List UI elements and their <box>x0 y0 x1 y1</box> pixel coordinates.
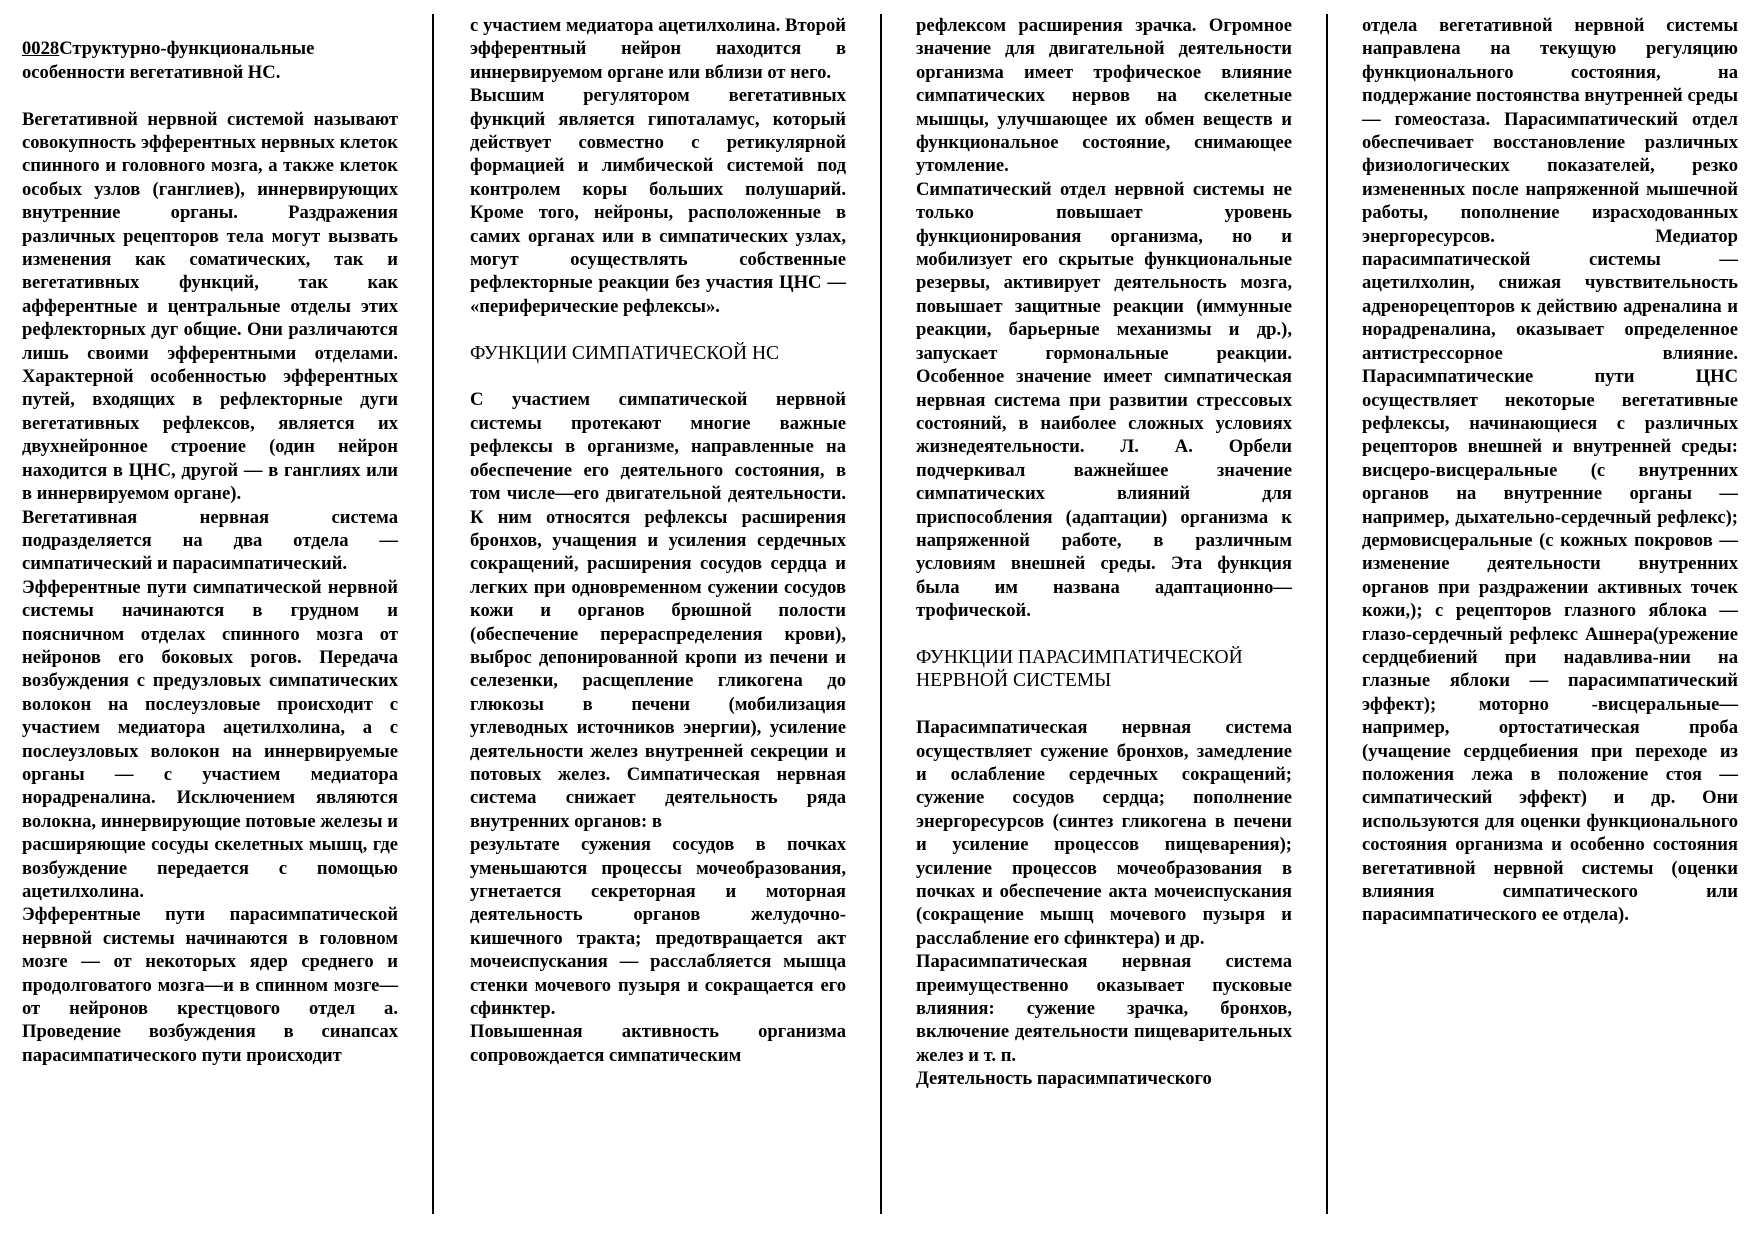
paragraph: рефлексом расширения зрачка. Огромное значение для двигательной деятельности организма имеет трофическое влияние симпатических нервов на скелетные мышцы, улучшающее их обмен веществ и функциональное состояние, снимающее утомление. <box>916 15 1292 177</box>
paragraph: Парасимпатическая нервная система преимущественно оказывает пусковые влияния: сужение зрачка, бронхов, включение деятельности пищеварительных желез и т. п. <box>916 951 1292 1066</box>
paragraph: Высшим регулятором вегетативных функций является гипоталамус, который действует совместно с ретикулярной формацией и лимбической системой под контролем коры больших полушарий. Кроме того, нейроны, расположенные в самих органах или в симпатических узлах, могут осуществлять собственные рефлекторные реакции без участия ЦНС — «периферические рефлексы». <box>470 85 846 317</box>
column-2 <box>470 14 846 1067</box>
section-heading-parasympathetic: ФУНКЦИИ ПАРАСИМПАТИЧЕСКОЙ НЕРВНОЙ СИСТЕМЫ <box>916 646 1243 692</box>
paragraph: Парасимпатическая нервная система осуществляет сужение бронхов, замедление и ослабление сердечных сокращений; сужение сосудов сердца; пополнение энергоресурсов (синтез гликогена в печени и усиление процессов пищеварения); усиление процессов мочеобразования в почках и обеспечение акта мочеиспускания (сокращение мышц мочевого пузыря и расслабление его сфинктера) и др. <box>916 717 1292 949</box>
doc-title-text: Структурно-функциональные особенности вегетативной НС. <box>22 38 315 83</box>
column-1 <box>22 14 398 1067</box>
paragraph: Эфферентные пути симпатической нервной системы начинаются в грудном и поясничном отделах спинного мозга от нейронов его боковых рогов. Передача возбуждения с предузловых симпатических волокон на послеузловые происходит с участием медиатора ацетилхолина, а с послеузловых волокон на иннервируемые органы — с участием медиатора норадреналина. Исключением являются волокна, иннервирующие потовые железы и расширяющие сосуды скелетных мышц, где возбуждение передается с помощью ацетилхолина. <box>22 576 398 902</box>
paragraph: Эфферентные пути парасимпатической нервной системы начинаются в головном мозге — от некоторых ядер среднего и продолговатого мозга—и в спинном мозге—от нейронов крестцового отдел а. Проведение возбуждения в синапсах парасимпатического пути происходит <box>22 904 398 1066</box>
doc-title <box>22 37 398 84</box>
paragraph: Вегетативная нервная система подразделяется на два отдела — симпатический и парасимпатический. <box>22 506 398 575</box>
column-3 <box>916 14 1292 1091</box>
paragraph: С участием симпатической нервной системы протекают многие важные рефлексы в организме, направленные на обеспечение его деятельного состояния, в том числе—его двигательной деятельности. К ним относятся рефлексы расширения бронхов, учащения и усиления сердечных сокращений, расширения сосудов сердца и легких при одновременном сужении сосудов кожи и органов брюшной полости (обеспечение перераспределения крови), выброс депонированной кропи из печени и селезенки, расщепление гликогена до глюкозы в печени (мобилизация углеводных источников энергии), усиление деятельности желез внутренней секреции и потовых желез. Симпатическая нервная система снижает деятельность ряда внутренних органов: в <box>470 389 846 832</box>
paragraph: Деятельность парасимпатического <box>916 1068 1212 1090</box>
paragraph: Симпатический отдел нервной системы не только повышает уровень функционирования организма, но и мобилизует его скрытые функциональные резервы, активирует деятельность мозга, повышает защитные реакции (иммунные реакции, барьерные механизмы и др.), запускает гормональные реакции. Особенное значение имеет симпатическая нервная система при развитии стрессовых состояний, в наиболее сложных условиях жизнедеятельности. Л. А. Орбели подчеркивал важнейшее значение симпатических влияний для приспособления (адаптации) организма к напряженной работе, в различным условиям внешней среды. Эта функция была им названа адаптационно—трофической. <box>916 178 1292 622</box>
column-divider <box>432 14 434 1214</box>
doc-number: 0028 <box>22 38 60 60</box>
paragraph: с участием медиатора ацетилхолина. Второй эфферентный нейрон находится в иннервируемом органе или вблизи от него. <box>470 15 846 83</box>
column-4 <box>1362 14 1738 927</box>
paragraph: Вегетативной нервной системой называют совокупность эфферентных нервных клеток спинного и головного мозга, а также клеток особых узлов (ганглиев), иннервирующих внутренние органы. Раздражения различных рецепторов тела могут вызвать изменения как соматических, так и вегетативных функций, так как афферентные и центральные отделы этих рефлекторных дуг общие. Они различаются лишь своими эфферентными отделами. Характерной особенностью эфферентных путей, входящих в рефлекторные дуги вегетативных рефлексов, является их двухнейронное строение (один нейрон находится в ЦНС, другой — в ганглиях или в иннервируемом органе). <box>22 108 398 505</box>
paragraph: отдела вегетативной нервной системы направлена на текущую регуляцию функционального состояния, на поддержание постоянства внутренней среды — гомеостаза. Парасимпатический отдел обеспечивает восстановление различных физиологических показателей, резко измененных после напряженной мышечной работы, пополнение израсходованных энергоресурсов. Медиатор парасимпатической системы — ацетилхолин, снижая чувствительность адренорецепторов к действию адреналина и норадреналина, оказывает определенное антистрессорное влияние. Парасимпатические пути ЦНС осуществляет некоторые вегетативные рефлексы, начинающиеся с различных рецепторов внешней и внутренней среды: висцеро-висцеральные (с внутренних органов на внутренние органы — например, дыхательно-сердечный рефлекс); дермовисцеральные (с кожных покровов —изменение деятельности внутренних органов при раздражении активных точек кожи,); с рецепторов глазного яблока — глазо-сердечный рефлекс Ашнера(урежение сердцебиений при надавлива-нии на глазные яблоки — парасимпатический эффект); моторно -висцеральные— например, ортостатическая проба (учащение сердцебиения при переходе из положения лежа в положение стоя — симпатический эффект) и др. Они используются для оценки функционального состояния организма и особенно состояния вегетативной нервной системы (оценки влияния симпатического или парасимпатического ее отдела). <box>1362 15 1738 926</box>
section-heading-sympathetic: ФУНКЦИИ СИМПАТИЧЕСКОЙ НС <box>470 342 780 364</box>
column-divider <box>880 14 882 1214</box>
column-divider <box>1326 14 1328 1214</box>
paragraph: Повышенная активность организма сопровождается симпатическим <box>470 1021 846 1066</box>
paragraph: результате сужения сосудов в почках уменьшаются процессы мочеобразования, угнетается секреторная и моторная деятельность органов желудочно-кишечного тракта; предотвращается акт мочеиспускания — расслабляется мышца стенки мочевого пузыря и сокращается его сфинктер. <box>470 834 846 1020</box>
